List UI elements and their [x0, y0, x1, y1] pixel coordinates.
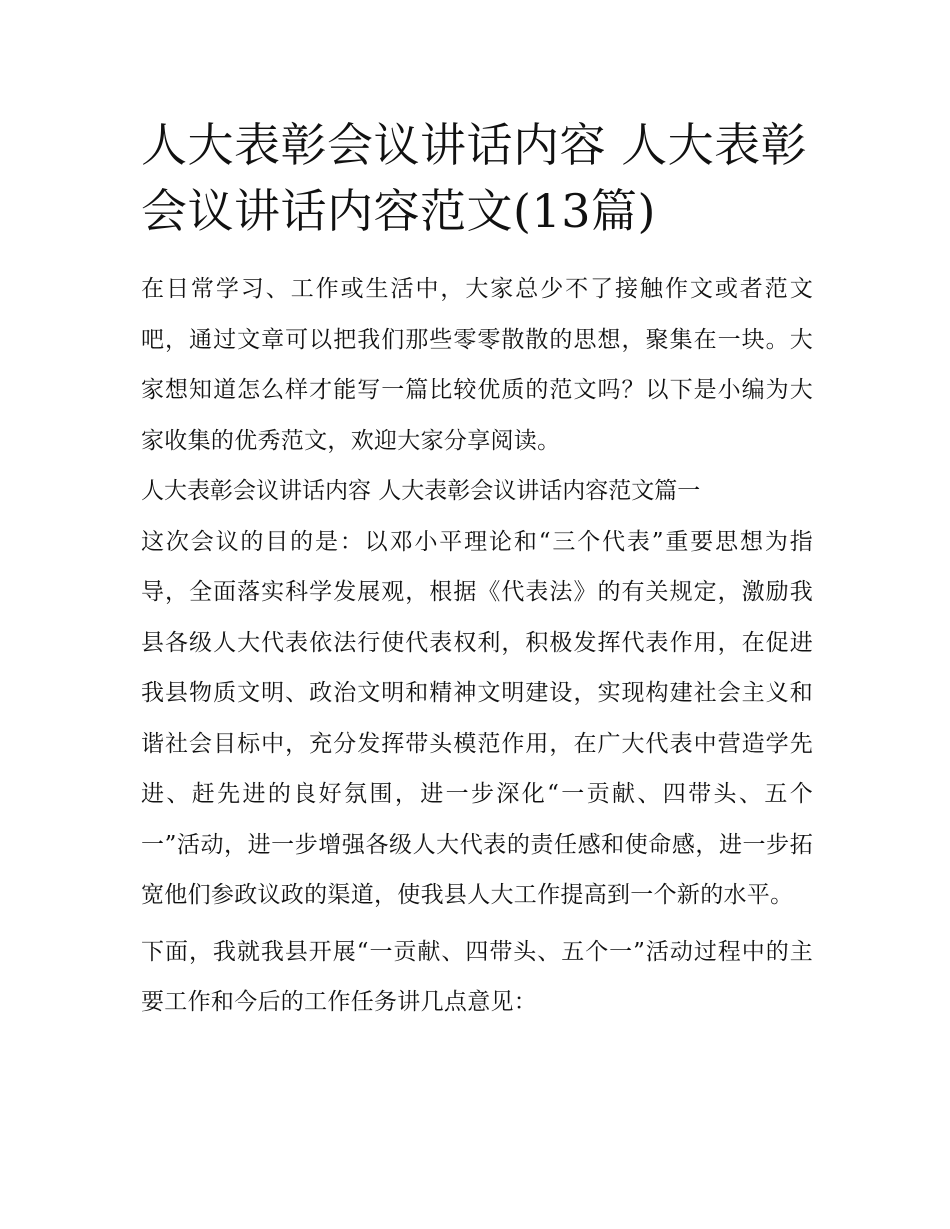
- section-heading: 人大表彰会议讲话内容 人大表彰会议讲话内容范文篇一: [141, 478, 701, 504]
- document-title: 人大表彰会议讲话内容 人大表彰会议讲话内容范文(13篇): [141, 118, 808, 238]
- body-paragraph-1: 这次会议的目的是：以邓小平理论和“三个代表”重要思想为指导，全面落实科学发展观，根据《代表法》的有关规定，激励我县各级人大代表依法行使代表权利，积极发挥代表作用，在促进我县物质文明、政治文明和精神文明建设，实现构建社会主义和谐社会目标中，充分发挥带头模范作用，在广大代表中营造学先进、赶先进的良好氛围，进一步深化“一贡献、四带头、五个一”活动，进一步增强各级人大代表的责任感和使命感，进一步拓宽他们参政议政的渠道，使我县人大工作提高到一个新的水平。: [141, 528, 813, 908]
- intro-paragraph: 在日常学习、工作或生活中，大家总少不了接触作文或者范文吧，通过文章可以把我们那些零零散散的思想，聚集在一块。大家想知道怎么样才能写一篇比较优质的范文吗？以下是小编为大家收集的优秀范文，欢迎大家分享阅读。: [141, 276, 813, 454]
- body-paragraph-2: 下面，我就我县开展“一贡献、四带头、五个一”活动过程中的主要工作和今后的工作任务讲几点意见：: [141, 938, 813, 1015]
- document-page: [141, 112, 813, 1028]
